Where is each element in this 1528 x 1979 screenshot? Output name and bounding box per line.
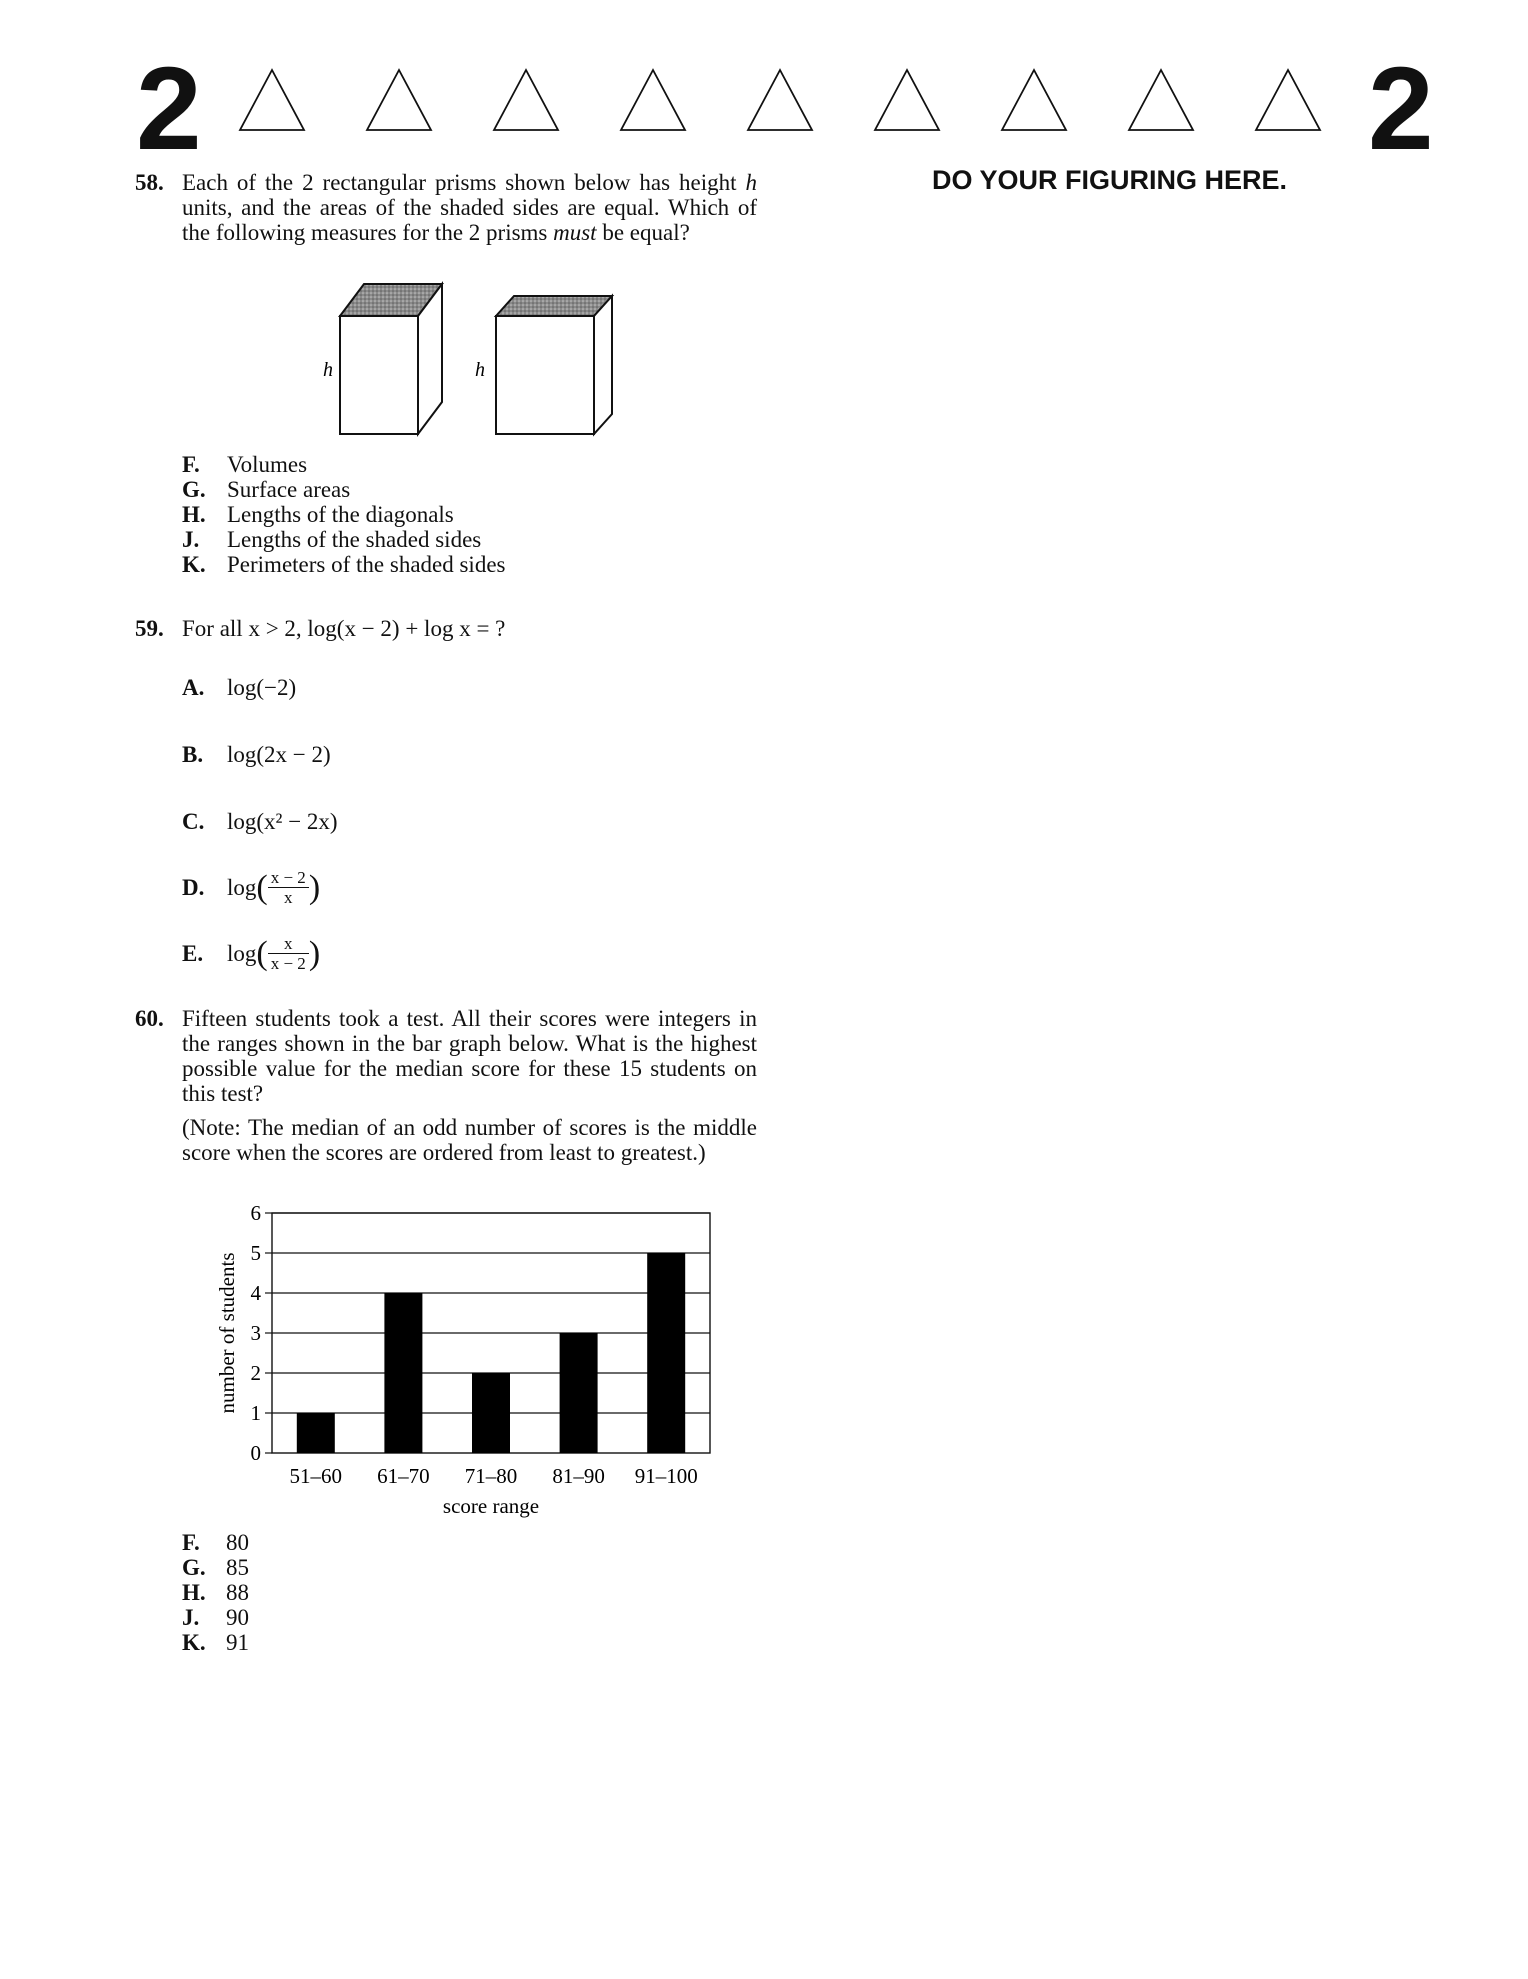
question-58-number: 58. — [135, 170, 164, 195]
y-tick-label: 3 — [250, 1321, 261, 1345]
option-letter: F. — [182, 1530, 200, 1555]
option-58-g[interactable] — [182, 477, 505, 502]
prism-tall — [340, 284, 442, 434]
triangle-icon — [240, 70, 304, 130]
x-tick-label: 51–60 — [289, 1464, 343, 1488]
y-tick-label: 6 — [250, 1205, 261, 1225]
y-tick-label: 4 — [250, 1281, 261, 1305]
bar-61–70 — [384, 1293, 422, 1453]
y-axis-label: number of students — [215, 1252, 239, 1414]
question-58-options — [182, 452, 505, 577]
section-number-right: 2 — [1368, 43, 1434, 175]
paren-open: ( — [256, 935, 268, 972]
question-60-number: 60. — [135, 1006, 164, 1031]
triangle-icon — [1256, 70, 1320, 130]
option-60-h[interactable] — [182, 1580, 249, 1605]
q58-text-part-3: be equal? — [596, 220, 690, 245]
option-text: log(2x − 2) — [227, 742, 331, 767]
x-tick-label: 61–70 — [377, 1464, 430, 1488]
bar-71–80 — [472, 1373, 510, 1453]
option-59-c[interactable] — [182, 809, 338, 834]
option-text: 91 — [226, 1630, 249, 1655]
option-60-j[interactable] — [182, 1605, 249, 1630]
question-59-stem: For all x > 2, log(x − 2) + log x = ? — [182, 616, 506, 641]
question-60-text: Fifteen students took a test. All their scores were integers in the ranges shown in the bar graph below. What is the highest possible value for the median score for these 15 students on this test? — [182, 1006, 757, 1106]
option-text: Perimeters of the shaded sides — [227, 552, 506, 577]
paren-close: ) — [308, 869, 321, 906]
q58-variable-h: h — [745, 170, 757, 195]
option-60-k[interactable] — [182, 1630, 249, 1655]
option-letter: E. — [182, 941, 204, 966]
option-text: Lengths of the diagonals — [227, 502, 454, 527]
option-letter: J. — [182, 1605, 200, 1630]
y-tick-label: 0 — [250, 1441, 261, 1465]
option-60-f[interactable] — [182, 1530, 249, 1555]
option-function: log — [227, 941, 257, 966]
option-letter: H. — [182, 1580, 206, 1605]
option-letter: F. — [182, 452, 200, 477]
triangle-row — [230, 68, 1350, 138]
fraction-numerator: x − 2 — [268, 868, 309, 888]
x-tick-label: 81–90 — [552, 1464, 605, 1488]
x-axis-label: score range — [442, 1494, 540, 1518]
option-function: log — [227, 875, 257, 900]
figuring-label: DO YOUR FIGURING HERE. — [932, 165, 1288, 195]
q58-emphasis-must: must — [553, 220, 597, 245]
triangle-icon — [621, 70, 685, 130]
option-59-b[interactable] — [182, 742, 331, 767]
option-59-a[interactable] — [182, 675, 296, 700]
section-number-left: 2 — [136, 43, 202, 175]
y-tick-label: 1 — [250, 1401, 261, 1425]
triangle-icon — [1002, 70, 1066, 130]
option-59-e[interactable] — [182, 934, 320, 973]
option-letter: D. — [182, 875, 205, 900]
bar-51–60 — [297, 1413, 335, 1453]
option-letter: K. — [182, 1630, 206, 1655]
fraction — [268, 868, 309, 907]
fraction-denominator: x − 2 — [270, 954, 306, 973]
question-59-number: 59. — [135, 616, 164, 641]
option-letter: A. — [182, 675, 205, 700]
option-text: log(−2) — [227, 675, 297, 700]
prism-wide-front — [496, 316, 594, 434]
score-bar-chart — [210, 1205, 730, 1525]
option-letter: G. — [182, 1555, 206, 1580]
paren-close: ) — [308, 935, 321, 972]
prisms-figure — [310, 280, 640, 440]
x-tick-label: 91–100 — [634, 1464, 698, 1488]
option-letter: K. — [182, 552, 206, 577]
option-text: Surface areas — [227, 477, 351, 502]
option-text: 85 — [226, 1555, 249, 1580]
prism-wide — [496, 296, 612, 434]
option-letter: B. — [182, 742, 204, 767]
paren-open: ( — [256, 869, 268, 906]
option-text: Volumes — [227, 452, 308, 477]
question-60-options — [182, 1530, 249, 1655]
option-58-k[interactable] — [182, 552, 505, 577]
option-58-f[interactable] — [182, 452, 505, 477]
prism-wide-shaded-top — [496, 296, 612, 316]
option-text: 80 — [226, 1530, 249, 1555]
question-58-text — [182, 170, 757, 245]
y-tick-label: 2 — [250, 1361, 261, 1385]
triangle-icon — [494, 70, 558, 130]
option-letter: C. — [182, 809, 205, 834]
option-letter: J. — [182, 527, 200, 552]
q58-text-part-1: Each of the 2 rectangular prisms shown below has height — [182, 170, 746, 195]
prism-tall-front — [340, 316, 418, 434]
prism-wide-height-label: h — [475, 359, 485, 381]
option-text: log(x² − 2x) — [227, 809, 338, 834]
bar-91–100 — [647, 1253, 685, 1453]
triangle-icon — [748, 70, 812, 130]
option-letter: H. — [182, 502, 206, 527]
prism-wide-side — [594, 296, 612, 434]
fraction-denominator: x — [284, 888, 293, 907]
option-text: 90 — [226, 1605, 249, 1630]
option-59-d[interactable] — [182, 868, 320, 907]
option-58-h[interactable] — [182, 502, 505, 527]
triangle-icon — [1129, 70, 1193, 130]
question-60-note: (Note: The median of an odd number of scores is the middle score when the scores are ordered from least to greatest.) — [182, 1115, 757, 1165]
triangle-icon — [367, 70, 431, 130]
x-tick-label: 71–80 — [464, 1464, 518, 1488]
q58-text-part-2: units, and the areas of the shaded sides are equal. Which of the following measures for the 2 prisms — [182, 195, 757, 245]
option-letter: G. — [182, 477, 206, 502]
option-text: 88 — [226, 1580, 249, 1605]
prism-tall-height-label: h — [323, 359, 333, 381]
y-tick-label: 5 — [250, 1241, 261, 1265]
option-58-j[interactable] — [182, 527, 505, 552]
triangle-icon — [875, 70, 939, 130]
option-60-g[interactable] — [182, 1555, 249, 1580]
bar-81–90 — [560, 1333, 598, 1453]
option-text: Lengths of the shaded sides — [227, 527, 482, 552]
fraction-numerator: x — [268, 934, 309, 954]
fraction — [268, 934, 309, 973]
